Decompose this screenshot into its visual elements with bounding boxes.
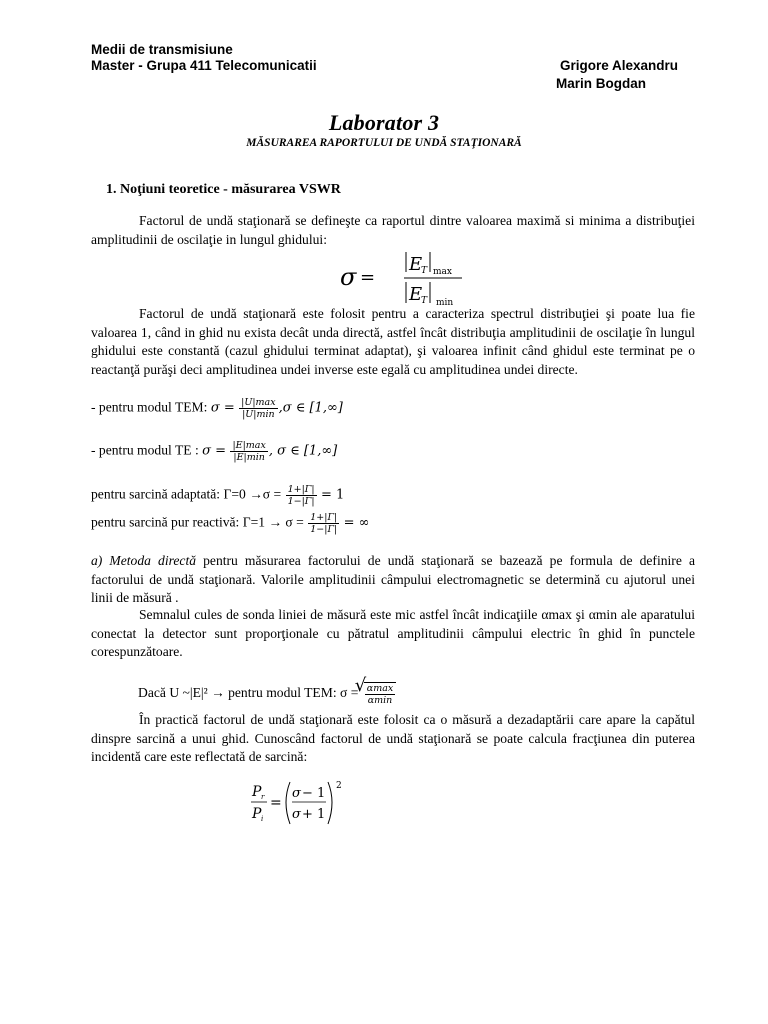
svg-text:σ: σ [292, 786, 301, 801]
svg-text:σ: σ [292, 807, 301, 822]
adapted-denominator: 1−|Γ| [287, 496, 315, 507]
adapted-load-line [91, 484, 344, 507]
te-fraction [230, 440, 267, 463]
reactive-load-line [91, 512, 370, 535]
svg-text:E: E [409, 284, 423, 305]
paragraph-definition: Factorul de undă staţionară se defineşte ca raportul dintre valoarea maximă si minima a distribuţiei amplitudinii de oscilaţie in lungul ghidului: [91, 213, 695, 247]
tem-formula-line: - pentru modul TEM: σ = $\frac{|U|\max}{|U|\min}$ ,σ ∈ [1,∞] [91, 397, 343, 420]
reactive-fraction [308, 512, 339, 535]
adapted-result: = 1 [321, 487, 345, 503]
page-subtitle: MĂSURAREA RAPORTULUI DE UNDĂ STAŢIONARĂ [246, 137, 522, 149]
tem-range: ,σ ∈ [1,∞] [278, 400, 343, 416]
daca-denominator: αmin [367, 695, 393, 706]
svg-text:+ 1: + 1 [302, 807, 326, 822]
sqrt-expression: √ $\frac{\alpha\max}{\alpha\min}$ [364, 682, 396, 706]
reactive-label: pentru sarcină pur reactivă: Γ=1 → σ = [91, 514, 304, 530]
reflected-power-formula [250, 778, 350, 828]
paragraph-practice: În practică factorul de undă staţionară este folosit ca o măsură a dezadaptării care apare la capătul dinspre sarcină a unui ghid. Cunoscând factorul de undă staţionară se poate calcula fracţiunea din puterea incidentă care este reflectată de sarcină: [91, 712, 695, 764]
svg-text:T: T [421, 266, 428, 276]
svg-text:2: 2 [336, 781, 342, 791]
svg-text:max: max [433, 267, 452, 277]
course-name: Medii de transmisiune [91, 42, 233, 57]
te-formula-line: - pentru modul TE : σ = $\frac{|E|\max}{|E|\min}$ , σ ∈ [1,∞] [91, 440, 338, 463]
author-2: Marin Bogdan [556, 76, 646, 91]
svg-text:σ: σ [340, 263, 357, 291]
method-label: a) Metoda directă [91, 553, 197, 568]
author-1: Grigore Alexandru [560, 58, 679, 73]
svg-text:− 1: − 1 [302, 786, 326, 801]
daca-fraction [365, 683, 395, 706]
tem-fraction [239, 397, 277, 420]
te-denominator: |E|min [233, 452, 265, 463]
paragraph-explanation: Factorul de undă staţionară este folosit pentru a caracteriza spectrul distribuţiei şi poate lua fie valoarea 1, când in ghid nu exista decât unda directă, astfel încât distribuţia amplitudinii de oscilaţie în lungul ghidului este constantă (cazul ghidului terminat adaptat), şi valoarea infinit când ghidul este terminat pe o reactanţă purăşi deci amplitudinea undei inverse este egală cu amplitudinea undei directe. [91, 306, 695, 377]
daca-label: Dacă U ~|E|² → pentru modul TEM: σ = [138, 685, 359, 701]
svg-text:P: P [252, 784, 262, 800]
adapted-numerator: 1+|Γ| [287, 484, 315, 495]
vswr-formula [340, 248, 480, 308]
section-heading: 1. Noţiuni teoretice - măsurarea VSWR [106, 182, 341, 197]
svg-text:P: P [252, 806, 262, 822]
reactive-numerator: 1+|Γ| [310, 512, 338, 523]
te-numerator: |E|max [232, 440, 266, 451]
svg-text:T: T [421, 296, 428, 306]
svg-text:E: E [409, 254, 423, 275]
adapted-fraction [286, 484, 317, 507]
te-label: - pentru modul TE : [91, 442, 199, 458]
tem-label: - pentru modul TEM: [91, 399, 208, 415]
paragraph-signal: Semnalul cules de sonda liniei de măsură este mic astfel încât indicaţiile αmax şi αmin ale aparatului conectat la detector sunt proporţionale cu pătratul amplitudinii câmpului electric în ghid în punctele corespunzătoare. [91, 607, 695, 659]
adapted-label: pentru sarcină adaptată: Γ=0 →σ = [91, 486, 282, 502]
page-title: Laborator 3 [328, 110, 440, 135]
svg-text:=: = [270, 795, 282, 811]
svg-text:=: = [360, 267, 376, 288]
svg-text:i: i [261, 815, 264, 823]
daca-formula-line [138, 675, 396, 706]
te-range: , σ ∈ [1,∞] [268, 443, 338, 459]
paragraph-direct-method [91, 552, 695, 608]
svg-text:r: r [261, 793, 265, 801]
method-text: pentru măsurarea factorului de undă staţionară se bazează pe formula de definire a factorului de undă staţionară. Valorile amplitudinii câmpului electromagnetic se determină cu ajutorul unei linii de măsură . [91, 553, 695, 605]
daca-numerator: αmax [366, 683, 394, 694]
reactive-result: = ∞ [343, 515, 370, 531]
reactive-denominator: 1−|Γ| [310, 524, 338, 535]
tem-numerator: |U|max [241, 397, 276, 408]
tem-denominator: |U|min [242, 409, 275, 420]
group-name: Master - Grupa 411 Telecomunicatii [91, 58, 317, 73]
svg-text:min: min [436, 298, 454, 308]
